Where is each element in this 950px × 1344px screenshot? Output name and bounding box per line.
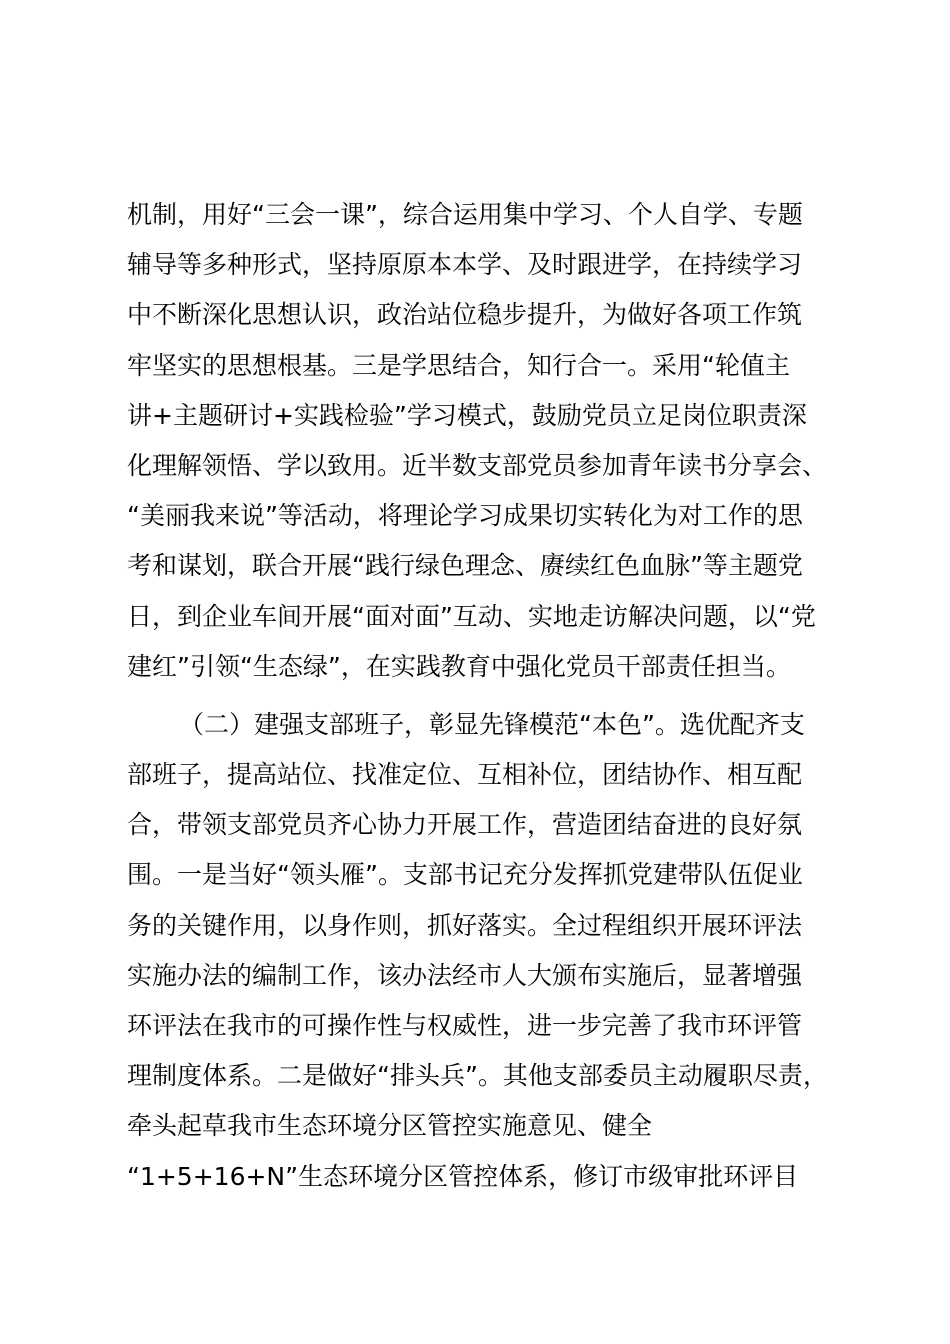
text-line: 化理解领悟、学以致用。近半数支部党员参加青年读书分享会、 bbox=[127, 450, 828, 480]
text-line: 实施办法的编制工作，该办法经市人大颁布实施后，显著增强 bbox=[127, 960, 803, 990]
text-line: 牢坚实的思想根基。三是学思结合，知行合一。采用“轮值主 bbox=[127, 350, 790, 380]
text-line: 环评法在我市的可操作性与权威性，进一步完善了我市环评管 bbox=[127, 1011, 803, 1040]
text-line: 中不断深化思想认识，政治站位稳步提升，为做好各项工作筑 bbox=[127, 300, 803, 330]
text-line: 合，带领支部党员齐心协力开展工作，营造团结奋进的良好氛 bbox=[127, 810, 803, 840]
section-heading-line: （二）建强支部班子，彰显先锋模范“本色”。选优配齐支 bbox=[179, 709, 805, 739]
text-line: 日，到企业车间开展“面对面”互动、实地走访解决问题，以“党 bbox=[127, 601, 816, 631]
text-line: 讲+主题研讨+实践检验”学习模式，鼓励党员立足岗位职责深 bbox=[127, 400, 807, 430]
text-line: 围。一是当好“领头雁”。支部书记充分发挥抓党建带队伍促业 bbox=[127, 860, 803, 890]
text-line: “美丽我来说”等活动，将理论学习成果切实转化为对工作的思 bbox=[127, 501, 803, 531]
text-line: 牵头起草我市生态环境分区管控实施意见、健全 bbox=[127, 1111, 653, 1141]
text-line: 辅导等多种形式，坚持原原本本学、及时跟进学，在持续学习 bbox=[127, 250, 803, 280]
text-line: 理制度体系。二是做好“排头兵”。其他支部委员主动履职尽责， bbox=[127, 1061, 828, 1091]
text-line: 机制，用好“三会一课”，综合运用集中学习、个人自学、专题 bbox=[127, 200, 803, 229]
text-line: 部班子，提高站位、找准定位、互相补位，团结协作、相互配 bbox=[127, 760, 803, 790]
text-line: 建红”引领“生态绿”，在实践教育中强化党员干部责任担当。 bbox=[127, 651, 791, 681]
document-body bbox=[127, 190, 847, 1202]
text-line: 务的关键作用，以身作则，抓好落实。全过程组织开展环评法 bbox=[127, 910, 803, 940]
text-line: “1+5+16+N”生态环境分区管控体系，修订市级审批环评目 bbox=[127, 1161, 799, 1191]
paragraph-gap bbox=[127, 692, 847, 700]
text-line: 考和谋划，联合开展“践行绿色理念、赓续红色血脉”等主题党 bbox=[127, 551, 803, 581]
